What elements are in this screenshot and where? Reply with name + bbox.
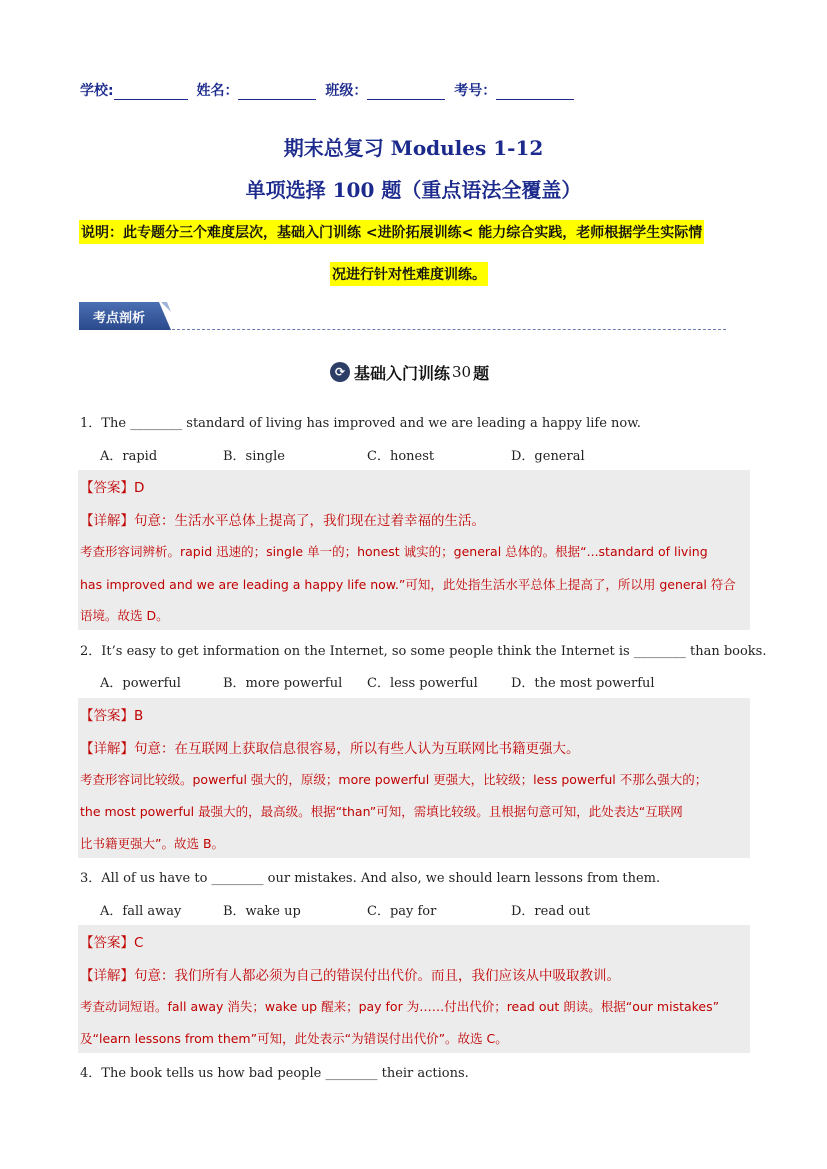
exam-no-label: 考号： <box>454 83 497 99</box>
section-divider <box>172 329 726 330</box>
answer-explain: 考查形容词比较级。powerful 强大的，原级；more powerful 更强大，比较级；less powerful 不那么强大的； <box>80 772 708 787</box>
option-a[interactable]: A．powerful <box>100 676 181 691</box>
page-title: 期末总复习 Modules 1-12 <box>283 136 544 160</box>
option-a[interactable]: A．fall away <box>100 904 182 919</box>
name-blank[interactable] <box>238 85 316 100</box>
answer-detail: 【详解】句意：我们所有人都必须为自己的错误付出代价。而且，我们应该从中吸取教训。 <box>80 968 620 984</box>
note-line-2: 况进行针对性难度训练。 <box>330 262 488 286</box>
option-d[interactable]: D．general <box>511 449 585 464</box>
option-b[interactable]: B．wake up <box>223 904 301 919</box>
question-stem: 1．The ________ standard of living has improved and we are leading a happy life now. <box>80 416 641 431</box>
exam-no-blank[interactable] <box>496 85 574 100</box>
answer-explain: 考查动词短语。fall away 消失；wake up 醒来；pay for 为……付出代价；read out 朗读。根据“our mistakes” <box>80 999 720 1014</box>
option-c[interactable]: C．honest <box>367 449 435 464</box>
option-a[interactable]: A．rapid <box>100 449 158 464</box>
option-d[interactable]: D．read out <box>511 904 590 919</box>
question-stem: 2．It’s easy to get information on the Internet, so some people think the Internet is ________ than books. <box>80 644 767 659</box>
question-stem: 3．All of us have to ________ our mistakes. And also, we should learn lessons from them. <box>80 871 661 886</box>
class-blank[interactable] <box>367 85 445 100</box>
name-label: 姓名： <box>196 83 239 99</box>
section-label-suffix: 题 <box>473 363 490 383</box>
section-heading <box>330 360 489 384</box>
section-count: 30 <box>452 363 472 381</box>
answer-explain: the most powerful 最强大的，最高级。根据“than”可知，需填比较级。且根据句意可知，此处表达“互联网 <box>80 804 683 819</box>
answer-detail: 【详解】句意：生活水平总体上提高了，我们现在过着幸福的生活。 <box>80 513 485 529</box>
answer-box <box>78 698 750 858</box>
student-info-line <box>80 80 578 100</box>
option-c[interactable]: C．less powerful <box>367 676 478 691</box>
answer-label: 【答案】C <box>80 935 144 951</box>
answer-detail: 【详解】句意：在互联网上获取信息很容易，所以有些人认为互联网比书籍更强大。 <box>80 741 580 757</box>
option-c[interactable]: C．pay for <box>367 904 437 919</box>
refresh-icon: ⟳ <box>330 362 350 382</box>
school-blank[interactable] <box>114 85 188 100</box>
class-label: 班级： <box>325 83 368 99</box>
option-d[interactable]: D．the most powerful <box>511 676 655 691</box>
section-label: 基础入门训练 <box>354 363 451 383</box>
answer-explain: 语境。故选 D。 <box>80 608 169 623</box>
note-line-1: 说明：此专题分三个难度层次，基础入门训练 <进阶拓展训练< 能力综合实践，老师根据学生实际情 <box>79 220 704 244</box>
page-subtitle: 单项选择 100 题（重点语法全覆盖） <box>245 178 582 202</box>
section-tab <box>79 302 171 330</box>
answer-explain: 及“learn lessons from them”可知，此处表示“为错误付出代价”。故选 C。 <box>80 1031 508 1046</box>
answer-label: 【答案】D <box>80 480 145 496</box>
answer-box <box>78 470 750 630</box>
option-b[interactable]: B．more powerful <box>223 676 343 691</box>
answer-explain: 比书籍更强大”。故选 B。 <box>80 836 225 851</box>
option-b[interactable]: B．single <box>223 449 285 464</box>
answer-explain: 考查形容词辨析。rapid 迅速的；single 单一的；honest 诚实的；general 总体的。根据“...standard of living <box>80 544 708 559</box>
tab-label: 考点剖析 <box>93 311 146 326</box>
answer-label: 【答案】B <box>80 708 144 724</box>
question-stem: 4．The book tells us how bad people ________ their actions. <box>80 1066 469 1081</box>
answer-box <box>78 925 750 1053</box>
school-label: 学校: <box>80 83 114 99</box>
answer-explain: has improved and we are leading a happy life now.”可知，此处指生活水平总体上提高了，所以用 general 符合 <box>80 577 736 592</box>
